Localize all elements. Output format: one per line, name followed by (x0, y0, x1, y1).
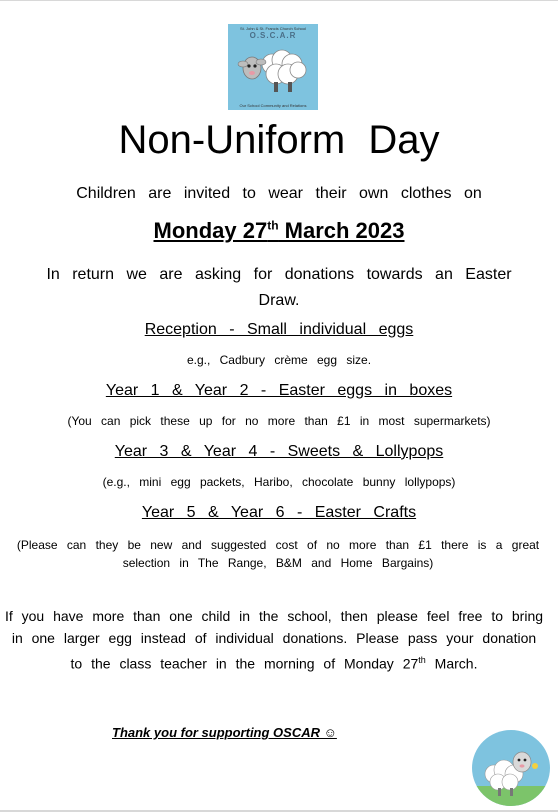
lamb-badge (472, 730, 550, 806)
event-date (0, 218, 558, 244)
oscar-logo (228, 24, 318, 110)
reception-note: e.g., Cadbury crème egg size. (186, 353, 372, 367)
invite-text: Children are invited to wear their own clothes on (76, 185, 482, 202)
date-prefix: Monday 27 (153, 218, 268, 243)
lamb-icon (472, 730, 550, 806)
info-paragraph (4, 605, 544, 675)
year3-4-heading: Year 3 & Year 4 - Sweets & Lollypops (114, 443, 444, 460)
date-rest: March 2023 (278, 218, 405, 243)
year5-6-heading: Year 5 & Year 6 - Easter Crafts (141, 504, 417, 521)
page-title: Non-Uniform Day (118, 118, 440, 162)
logo-school-line: St. John & St. Francis Church School (239, 26, 307, 31)
year3-4-note: (e.g., mini egg packets, Haribo, chocolate bunny lollypops) (102, 475, 456, 489)
logo-name: O.S.C.A.R (249, 31, 297, 40)
paragraph-sup: th (418, 655, 426, 665)
year5-6-note: (Please can they be new and suggested cost of no more than £1 there is a great selection in The Range, B&M and Home Bargains) (16, 538, 540, 570)
logo-tagline: Our School Community and Relations (239, 103, 307, 108)
reception-heading: Reception - Small individual eggs (144, 321, 414, 338)
thanks-text: Thank you for supporting OSCAR ☺ (112, 725, 337, 740)
date-suffix: th (267, 218, 279, 233)
paragraph-main: If you have more than one child in the school, then please feel free to bring in one larger egg instead of individual donations. Please pass your donation to the class teacher in the morning of Monday 27 (4, 608, 544, 672)
year1-2-note: (You can pick these up for no more than £1 in most supermarkets) (67, 414, 491, 428)
page-top-border (0, 0, 558, 1)
year1-2-heading: Year 1 & Year 2 - Easter eggs in boxes (105, 382, 453, 399)
sheep-icon (232, 40, 314, 98)
return-text: In return we are asking for donations towards an Easter Draw. (46, 266, 512, 309)
paragraph-end: March. (425, 655, 478, 672)
